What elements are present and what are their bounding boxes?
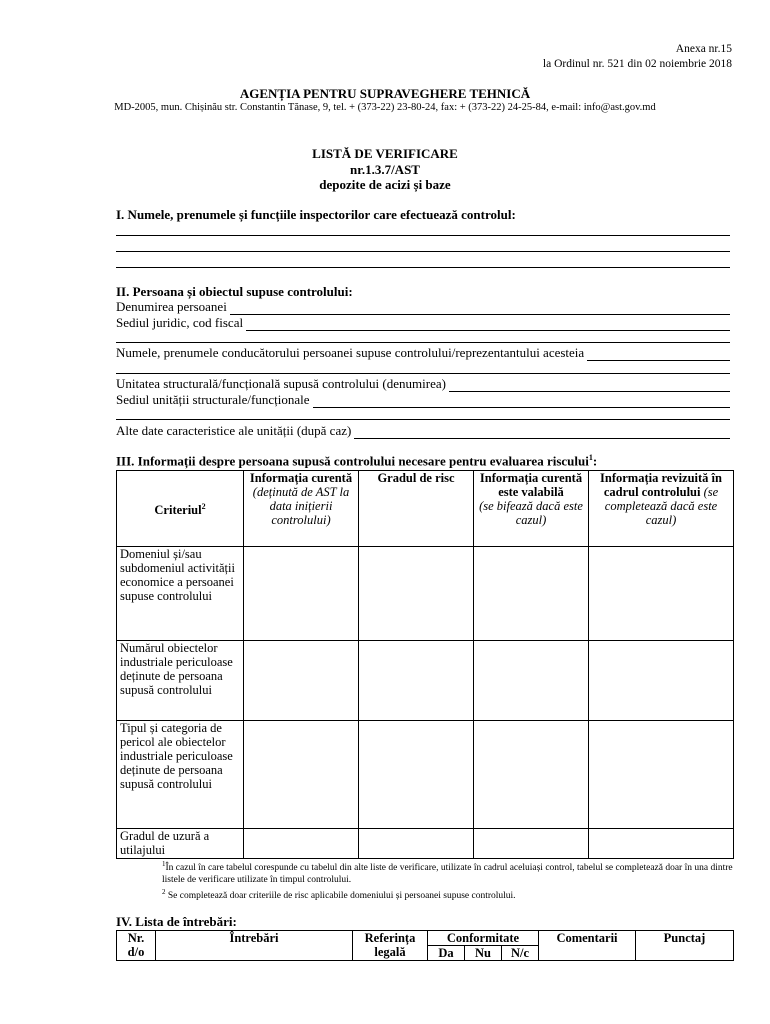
valabila-cell[interactable] <box>474 721 589 829</box>
field-label: Denumirea persoanei <box>116 299 227 314</box>
col-valabila-note: (se bifează dacă este cazul) <box>479 499 583 527</box>
footnote-text: În cazul în care tabelul corespunde cu tabelul din alte liste de verificare, utilizate în cadrul aceluiași control, tabelul se completează doar în una dintre listele de verificare utilizate în timpul controlului. <box>162 863 733 886</box>
revizuita-cell[interactable] <box>589 547 734 641</box>
section-2-heading: II. Persoana și obiectul supuse controlului: <box>116 284 353 299</box>
info-curenta-cell[interactable] <box>244 547 359 641</box>
footnote-ref: 1 <box>588 453 593 462</box>
criterion-cell: Numărul obiectelor industriale periculoase deținute de persoana supusă controlului <box>117 641 244 721</box>
section-1-heading: I. Numele, prenumele și funcțiile inspectorilor care efectuează controlul: <box>116 207 516 222</box>
table-header-row <box>117 471 734 547</box>
inspector-line-1[interactable] <box>116 235 730 236</box>
criterion-cell: Domeniul și/sau subdomeniul activității economice a persoanei supuse controlului <box>117 547 244 641</box>
info-curenta-cell[interactable] <box>244 721 359 829</box>
field-label: Sediul unității structurale/funcționale <box>116 392 310 407</box>
col-comentarii: Comentarii <box>539 931 636 961</box>
legal-seat-input-line[interactable] <box>246 319 730 331</box>
order-reference: la Ordinul nr. 521 din 02 noiembrie 2018 <box>542 58 732 70</box>
other-data-input-line[interactable] <box>354 427 730 439</box>
footnote-2 <box>162 886 736 902</box>
footnote-1 <box>162 858 736 886</box>
table-row <box>117 829 734 859</box>
title-line-2: nr.1.3.7/AST <box>350 161 420 177</box>
col-valabila <box>474 471 589 547</box>
col-nr: Nr. d/o <box>117 931 156 961</box>
col-nu: Nu <box>465 946 502 961</box>
col-criteriu <box>117 471 244 547</box>
field-legal-seat <box>116 315 730 331</box>
col-revizuita <box>589 471 734 547</box>
info-curenta-cell[interactable] <box>244 641 359 721</box>
title-line-1: LISTĂ DE VERIFICARE <box>312 146 458 161</box>
section-4-heading: IV. Lista de întrebări: <box>116 914 237 929</box>
field-label: Unitatea structurală/funcțională supusă controlului (denumirea) <box>116 376 446 391</box>
inspector-line-2[interactable] <box>116 251 730 252</box>
field-label: Sediul juridic, cod fiscal <box>116 315 244 330</box>
field-unit-seat <box>116 392 730 408</box>
info-curenta-cell[interactable] <box>244 829 359 859</box>
agency-contact: MD-2005, mun. Chișinău str. Constantin Tănase, 9, tel. + (373-22) 23-80-24, fax: + (373-22) 24-25-84, e-mail: info@ast.gov.md <box>114 102 656 113</box>
risk-info-table <box>116 470 734 859</box>
col-info-curenta-note: (deținută de AST la data inițierii controlului) <box>252 485 350 527</box>
revizuita-cell[interactable] <box>589 641 734 721</box>
annex-reference <box>543 42 732 72</box>
criterion-cell: Gradul de uzură a utilajului <box>117 829 244 859</box>
annex-number: Anexa nr.15 <box>675 43 732 55</box>
col-info-curenta-label: Informația curentă <box>249 471 353 485</box>
footnote-number: 1 <box>162 860 166 868</box>
section-3-heading-text: III. Informații despre persoana supusă controlului necesare pentru evaluarea riscului <box>116 453 589 469</box>
col-info-curenta <box>244 471 359 547</box>
table-row <box>117 721 734 829</box>
col-revizuita-label: Informația revizuită în cadrul controlului (se completează dacă este cazul) <box>600 471 722 527</box>
questions-table <box>116 930 734 961</box>
col-nc: N/c <box>502 946 539 961</box>
title-line-3: depozite de acizi și baze <box>319 177 451 192</box>
valabila-cell[interactable] <box>474 829 589 859</box>
col-punctaj: Punctaj <box>636 931 734 961</box>
valabila-cell[interactable] <box>474 641 589 721</box>
grad-risc-cell[interactable] <box>359 547 474 641</box>
manager-name-input-line[interactable] <box>587 349 730 361</box>
grad-risc-cell[interactable] <box>359 829 474 859</box>
col-conformitate: Conformitate <box>428 931 539 946</box>
structural-unit-input-line[interactable] <box>449 380 730 392</box>
field-label: Alte date caracteristice ale unității (după caz) <box>116 423 352 438</box>
col-grad-risc-label: Gradul de risc <box>377 471 455 485</box>
heading-colon: : <box>592 453 598 469</box>
col-criteriu-label: Criteriul <box>154 503 202 518</box>
section-3-heading <box>116 453 597 469</box>
questions-header-row <box>117 931 734 946</box>
blank-line[interactable] <box>116 342 730 343</box>
field-label: Numele, prenumele conducătorului persoanei supuse controlului/reprezentantului acesteia <box>116 345 585 360</box>
col-da: Da <box>428 946 465 961</box>
valabila-cell[interactable] <box>474 547 589 641</box>
field-structural-unit <box>116 376 730 392</box>
footnote-number: 2 <box>162 888 166 896</box>
unit-seat-input-line[interactable] <box>313 396 730 408</box>
revizuita-cell[interactable] <box>589 721 734 829</box>
revizuita-cell[interactable] <box>589 829 734 859</box>
col-valabila-label: Informația curentă este valabilă <box>479 471 583 499</box>
field-manager-name <box>116 345 730 361</box>
grad-risc-cell[interactable] <box>359 721 474 829</box>
inspector-line-3[interactable] <box>116 267 730 268</box>
criterion-cell: Tipul și categoria de pericol ale obiectelor industriale periculoase deținute de persoana supusă controlului <box>117 721 244 829</box>
person-name-input-line[interactable] <box>230 303 730 315</box>
agency-name: AGENȚIA PENTRU SUPRAVEGHERE TEHNICĂ <box>239 86 531 101</box>
footnote-ref: 2 <box>201 501 206 511</box>
blank-line[interactable] <box>116 419 730 420</box>
table-row <box>117 547 734 641</box>
grad-risc-cell[interactable] <box>359 641 474 721</box>
col-referinta: Referința legală <box>353 931 428 961</box>
field-other-data <box>116 423 730 439</box>
table-row <box>117 641 734 721</box>
field-person-name <box>116 299 730 315</box>
col-intrebari: Întrebări <box>156 931 353 961</box>
col-grad-risc <box>359 471 474 547</box>
footnote-text: Se completează doar criteriile de risc aplicabile domeniului și persoanei supuse controlului. <box>167 891 516 902</box>
blank-line[interactable] <box>116 373 730 374</box>
document-title <box>0 146 770 193</box>
